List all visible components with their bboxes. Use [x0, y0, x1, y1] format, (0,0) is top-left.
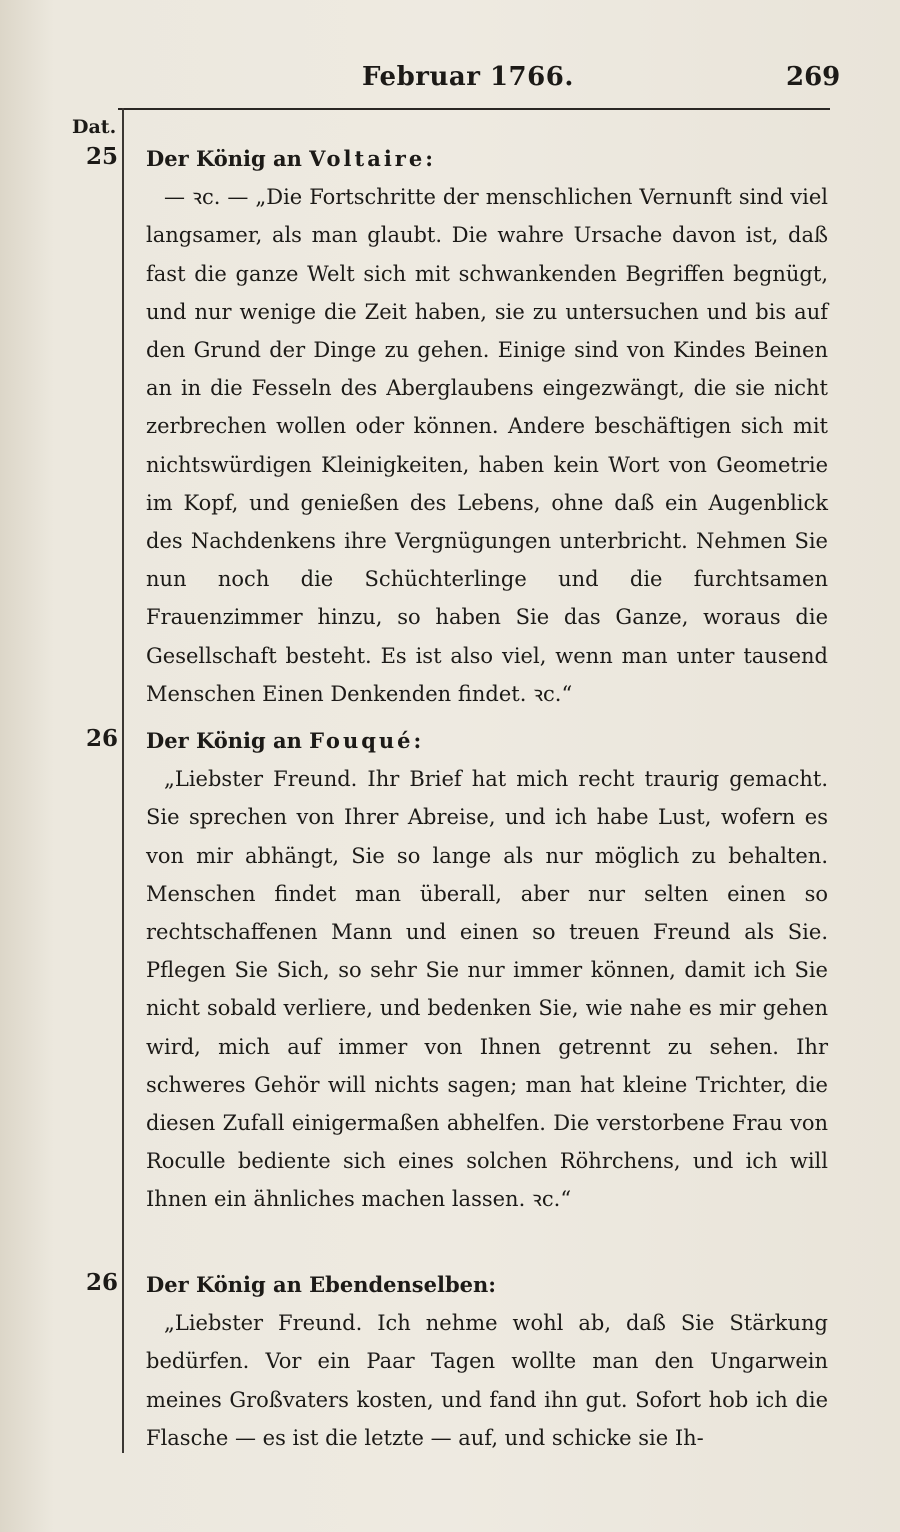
entry-text: „Liebster Freund. Ihr Brief hat mich recht traurig gemacht. Sie sprechen von Ihrer Abreise, und ich habe Lust, wofern es von mir abhängt, Sie so lange als nur möglich zu behalten. Menschen findet man überall, aber nur selten einen so rechtschaffenen Mann und einen so treuen Freund als Sie. Pflegen Sie Sich, so sehr Sie nur immer können, damit ich Sie nicht sobald verliere, und bedenken Sie, wie nahe es mir gehen wird, mich auf immer von Ihnen getrennt zu sehen. Ihr schweres Gehör will nichts sagen; man hat kleine Trichter, die diesen Zufall einigermaßen abhelfen. Die verstorbene Frau von Roculle bediente sich eines solchen Röhrchens, und ich will Ihnen ein ähnliches machen lassen. ꝛc.“ [146, 767, 828, 1212]
entry-heading: Der König an Fouqué: [146, 728, 422, 753]
letter-entry [146, 722, 828, 1219]
margin-divider [122, 108, 124, 1453]
date-column-label: Dat. [72, 116, 117, 138]
entry-text: — ꝛc. — „Die Fortschritte der menschlichen Vernunft sind viel langsamer, als man glaubt. Die wahre Ursache davon ist, daß fast die ganze Welt sich mit schwankenden Begriffen begnügt, und nur wenige die Zeit haben, sie zu untersuchen und bis auf den Grund der Dinge zu gehen. Einige sind von Kindes Beinen an in die Fesseln des Aberglaubens eingezwängt, die sie nicht zerbrechen wollen oder können. Andere beschäftigen sich mit nichtswürdigen Kleinigkeiten, haben kein Wort von Geometrie im Kopf, und genießen des Lebens, ohne daß ein Augenblick des Nachdenkens ihre Vergnügungen unterbricht. Nehmen Sie nun noch die Schüchterlinge und die furchtsamen Frauenzimmer hinzu, so haben Sie das Ganze, woraus die Gesellschaft besteht. Es ist also viel, wenn man unter tausend Menschen Einen Denkenden findet. ꝛc.“ [146, 185, 828, 706]
entry-heading: Der König an Ebendenselben: [146, 1272, 497, 1297]
page-number: 269 [786, 62, 841, 92]
entry-date: 26 [86, 725, 119, 752]
running-head-title: Februar 1766. [362, 62, 574, 92]
header-rule [118, 108, 830, 110]
letter-entry [146, 1266, 828, 1457]
running-head [0, 62, 900, 102]
entry-text: „Liebster Freund. Ich nehme wohl ab, daß Sie Stärkung bedürfen. Vor ein Paar Tagen wollte man den Ungarwein meines Großvaters kosten, und fand ihn gut. Sofort hob ich die Flasche — es ist die letzte — auf, und schicke sie Ih- [146, 1311, 828, 1450]
entry-date: 25 [86, 143, 119, 170]
entry-date: 26 [86, 1269, 119, 1296]
letter-entry [146, 140, 828, 713]
entry-heading: Der König an Voltaire: [146, 146, 433, 171]
